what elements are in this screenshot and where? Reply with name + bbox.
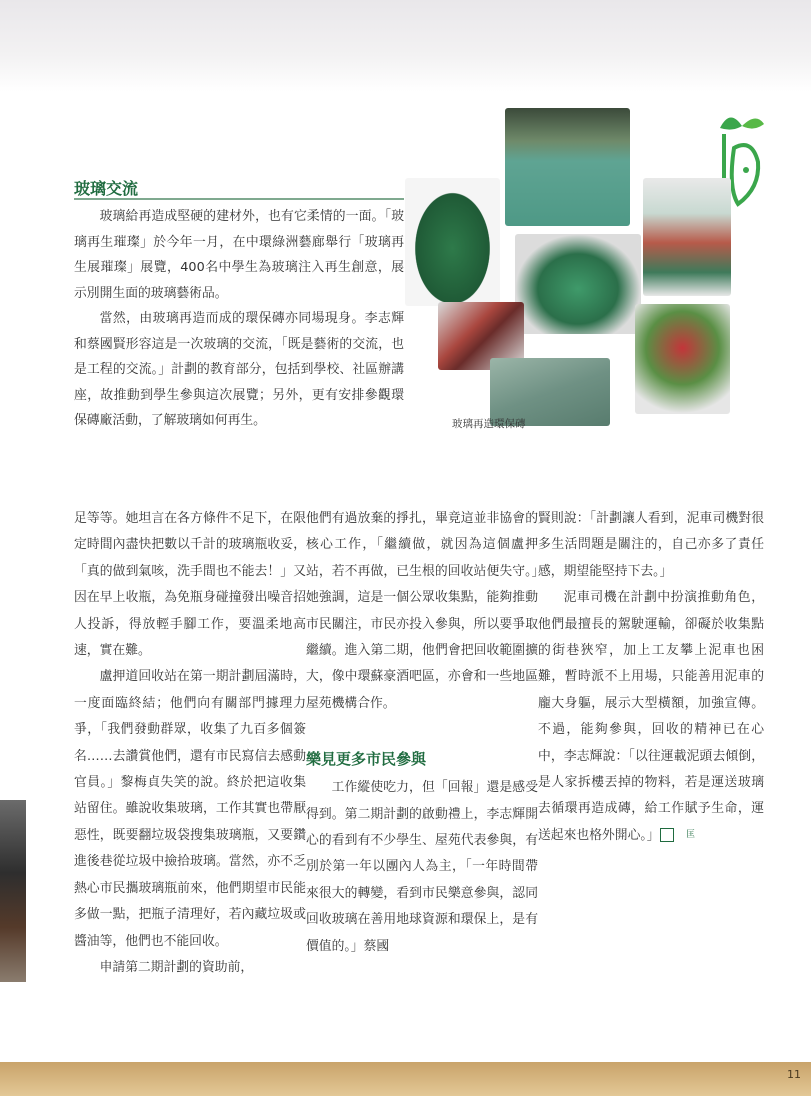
section-title: 玻璃交流 <box>74 179 139 198</box>
body-paragraph: 他們有過放棄的掙扎，畢竟這並非協會的核心工作，「繼續做，就因為這個盧押站，若不再做，已生根的回收站便失守。」她強調，這是一個公眾收集點，能夠推動市民關注，市民亦投入參與，所以要爭取繼續。進入第二期，他們會把回收範圍擴大，像中環蘇豪酒吧區，亦會和一些地區屋苑機構合作。 <box>306 511 538 711</box>
footer-bar <box>0 1062 811 1096</box>
end-of-article-mark: 匡 <box>660 828 674 842</box>
body-paragraph: 盧押道回收站在第一期計劃屆滿時，一度面臨終結；他們向有關部門據理力爭，「我們發動群眾，收集了九百多個簽名……去讚賞他們，還有市民寫信去感動官員。」黎梅貞失笑的說。終於把這收集站留住。雖說收集玻璃，工作其實也帶厭惡性，既要翻垃圾袋搜集玻璃瓶，又要鑽進後巷從垃圾中撿拾玻璃。當然，亦不乏熱心市民攜玻璃瓶前來，他們期望市民能多做一點，把瓶子清理好，若內藏垃圾或醬油等，他們也不能回收。 <box>74 669 306 949</box>
glass-jar-face-photo <box>643 178 731 296</box>
photo-collage <box>400 108 740 438</box>
body-paragraph: 工作縱使吃力，但「回報」還是感受得到。第二期計劃的啟動禮上，李志輝開心的看到有不少學生、屋苑代表參與，有別於第一年以團內人為主，「一年時間帶來很大的轉變，看到市民樂意參與，認同回收玻璃在善用地球資源和環保上，是有價值的。」蔡國 <box>306 780 538 954</box>
title-underline <box>74 198 404 200</box>
glass-bottle-bucket-photo <box>505 108 630 226</box>
intro-text <box>74 204 404 434</box>
text-column-3 <box>538 506 764 849</box>
glass-leaf-bowl-photo <box>515 234 641 334</box>
side-photo-edge <box>0 800 26 982</box>
body-paragraph: 申請第二期計劃的資助前， <box>99 959 254 975</box>
body-paragraph: 賢則說：「計劃讓人看到，泥車司機對很多生活問題是關注的，自己亦多了責任感，期望能堅持下去。」 <box>538 511 764 579</box>
photo-caption: 玻璃再造環保磚 <box>452 418 526 430</box>
subsection-title: 樂見更多市民參與 <box>306 750 427 769</box>
text-column-1 <box>74 506 306 981</box>
bottle-flowers-photo <box>635 304 730 414</box>
body-paragraph-text: 泥車司機在計劃中扮演推動角色，他們最擅長的駕駛運輸，卻礙於收集點的街巷狹窄，加上工友攀上泥車也困難，暫時派不上用場，只能善用泥車的龐大身軀，展示大型橫額，加強宣傳。不過，能夠參與，回收的精神已在心中，李志輝說：「以往運載泥頭去傾倒，是人家拆樓丟掉的物料，若是運送玻璃去循環再造成磚，給工作賦予生命，運送起來也格外開心。」 <box>538 590 764 843</box>
intro-paragraph: 當然，由玻璃再造而成的環保磚亦同場現身。李志輝和蔡國賢形容這是一次玻璃的交流，「既是藝術的交流，也是工程的交流。」計劃的教育部分，包括到學校、社區辦講座，故推動到學生參與這次展覽；另外，更有安排參觀環保磚廠活動，了解玻璃如何再生。 <box>74 311 404 428</box>
body-paragraph <box>538 585 764 849</box>
body-paragraph: 足等等。她坦言在各方條件不足下，在限定時間內盡快把數以千計的玻璃瓶收妥，「真的做到氣咳，洗手間也不能去！」又因在早上收瓶，為免瓶身碰撞發出噪音招人投訴，得放輕手腳工作，要溫柔地高速，實在難。 <box>74 511 306 659</box>
glass-dragon-sculpture-photo <box>405 178 500 306</box>
top-banner <box>0 0 811 92</box>
page-number: 11 <box>787 1068 801 1081</box>
text-column-2 <box>306 506 538 960</box>
intro-paragraph: 玻璃給再造成堅硬的建材外，也有它柔情的一面。「玻璃再生璀璨」於今年一月，在中環綠洲藝廊舉行「玻璃再生展璀璨」展覽，400名中學生為玻璃注入再生創意，展示別開生面的玻璃藝術品。 <box>74 209 404 301</box>
